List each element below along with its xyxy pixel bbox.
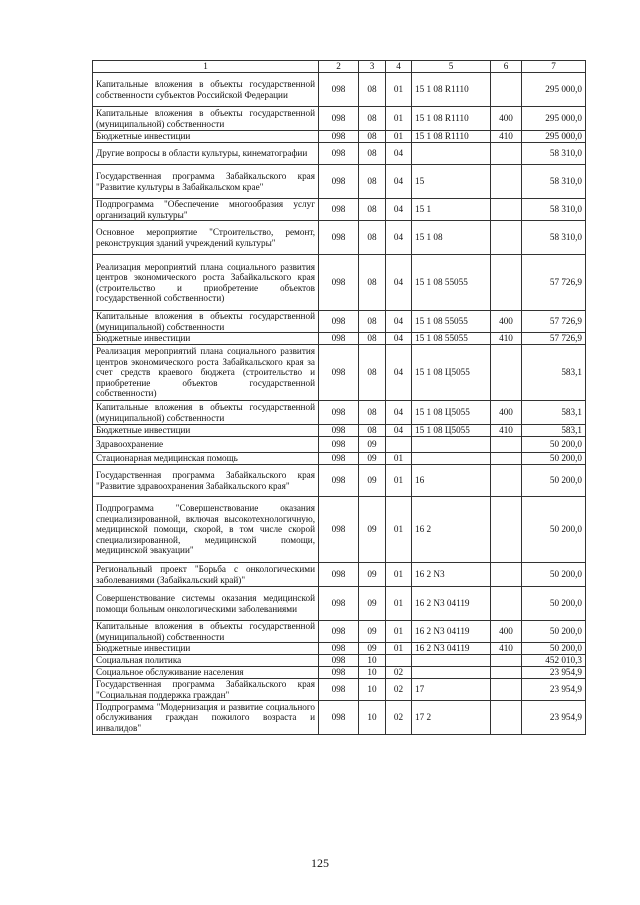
row-pr-cell: 01 (386, 465, 412, 497)
table-row (93, 199, 586, 221)
row-csr-cell (412, 453, 491, 465)
row-rz-cell: 08 (359, 311, 386, 333)
row-pr-cell: 02 (386, 667, 412, 679)
row-name-cell: Реализация мероприятий плана социального развития центров экономического роста Забайкальского края (строительство и приобретение объектов государственной собственности) (93, 255, 319, 311)
row-name-cell: Социальная политика (93, 655, 319, 667)
row-gr-cell: 098 (319, 437, 359, 453)
row-pr-cell: 01 (386, 497, 412, 563)
row-gr-cell: 098 (319, 621, 359, 643)
header-col-6: 6 (491, 61, 522, 73)
row-vr-cell: 410 (491, 131, 522, 143)
row-csr-cell: 15 (412, 165, 491, 199)
row-rz-cell: 08 (359, 73, 386, 107)
table-row (93, 701, 586, 735)
row-gr-cell: 098 (319, 199, 359, 221)
table-row (93, 563, 586, 587)
row-name-cell: Капитальные вложения в объекты государственной собственности субъектов Российской Федерации (93, 73, 319, 107)
row-vr-cell: 400 (491, 621, 522, 643)
row-vr-cell (491, 345, 522, 401)
row-rz-cell: 09 (359, 497, 386, 563)
table-row (93, 667, 586, 679)
row-name-cell: Капитальные вложения в объекты государственной (муниципальной) собственности (93, 107, 319, 131)
header-col-1: 1 (93, 61, 319, 73)
row-gr-cell: 098 (319, 667, 359, 679)
row-name-cell: Капитальные вложения в объекты государственной (муниципальной) собственности (93, 311, 319, 333)
row-name-cell: Подпрограмма "Модернизация и развитие социального обслуживания граждан пожилого возраста и инвалидов" (93, 701, 319, 735)
row-sum-cell: 295 000,0 (522, 73, 586, 107)
row-csr-cell: 16 2 N3 (412, 563, 491, 587)
row-pr-cell (386, 437, 412, 453)
row-rz-cell: 10 (359, 667, 386, 679)
row-csr-cell: 15 1 08 55055 (412, 255, 491, 311)
row-sum-cell: 50 200,0 (522, 497, 586, 563)
row-name-cell: Государственная программа Забайкальского края "Развитие культуры в Забайкальском крае" (93, 165, 319, 199)
row-name-cell: Стационарная медицинская помощь (93, 453, 319, 465)
row-name-cell: Региональный проект "Борьба с онкологическими заболеваниями (Забайкальский край)" (93, 563, 319, 587)
table-row (93, 345, 586, 401)
row-vr-cell (491, 497, 522, 563)
table-row (93, 333, 586, 345)
row-gr-cell: 098 (319, 73, 359, 107)
row-name-cell: Подпрограмма "Обеспечение многообразия услуг организаций культуры" (93, 199, 319, 221)
header-col-7: 7 (522, 61, 586, 73)
row-gr-cell: 098 (319, 453, 359, 465)
row-vr-cell: 410 (491, 425, 522, 437)
row-gr-cell: 098 (319, 401, 359, 425)
row-rz-cell: 10 (359, 655, 386, 667)
row-name-cell: Подпрограмма "Совершенствование оказания специализированной, включая высокотехнологичную, медицинской помощи, скорой, в том числе скорой специализированной, медицинской помощи, медицинской эвакуации" (93, 497, 319, 563)
row-gr-cell: 098 (319, 345, 359, 401)
row-sum-cell: 583,1 (522, 425, 586, 437)
row-csr-cell: 15 1 08 R1110 (412, 107, 491, 131)
row-sum-cell: 57 726,9 (522, 333, 586, 345)
row-name-cell: Другие вопросы в области культуры, кинематографии (93, 143, 319, 165)
row-rz-cell: 09 (359, 587, 386, 621)
row-pr-cell: 02 (386, 701, 412, 735)
row-csr-cell: 15 1 08 Ц5055 (412, 345, 491, 401)
row-vr-cell (491, 453, 522, 465)
header-row (93, 61, 586, 73)
row-pr-cell: 01 (386, 453, 412, 465)
row-rz-cell: 09 (359, 437, 386, 453)
row-csr-cell: 15 1 08 55055 (412, 333, 491, 345)
table-row (93, 221, 586, 255)
row-pr-cell: 04 (386, 255, 412, 311)
row-csr-cell: 15 1 08 R1110 (412, 131, 491, 143)
row-name-cell: Социальное обслуживание населения (93, 667, 319, 679)
row-name-cell: Бюджетные инвестиции (93, 643, 319, 655)
row-pr-cell: 01 (386, 621, 412, 643)
row-pr-cell: 04 (386, 165, 412, 199)
table-row (93, 465, 586, 497)
row-gr-cell: 098 (319, 465, 359, 497)
row-pr-cell: 04 (386, 221, 412, 255)
table-row (93, 73, 586, 107)
table-row (93, 165, 586, 199)
row-gr-cell: 098 (319, 333, 359, 345)
row-gr-cell: 098 (319, 143, 359, 165)
row-csr-cell: 17 (412, 679, 491, 701)
row-rz-cell: 09 (359, 621, 386, 643)
row-csr-cell (412, 655, 491, 667)
row-sum-cell: 58 310,0 (522, 199, 586, 221)
table-row (93, 679, 586, 701)
row-csr-cell: 15 1 08 R1110 (412, 73, 491, 107)
row-vr-cell (491, 563, 522, 587)
row-name-cell: Основное мероприятие "Строительство, ремонт, реконструкция зданий учреждений культуры" (93, 221, 319, 255)
row-csr-cell: 16 2 (412, 497, 491, 563)
row-vr-cell (491, 465, 522, 497)
row-csr-cell: 15 1 08 55055 (412, 311, 491, 333)
row-rz-cell: 08 (359, 333, 386, 345)
table-row (93, 453, 586, 465)
table-row (93, 437, 586, 453)
table-row (93, 255, 586, 311)
row-rz-cell: 08 (359, 345, 386, 401)
table-row (93, 143, 586, 165)
row-vr-cell (491, 679, 522, 701)
table-row (93, 311, 586, 333)
row-pr-cell: 04 (386, 311, 412, 333)
row-pr-cell: 01 (386, 563, 412, 587)
row-csr-cell: 15 1 (412, 199, 491, 221)
row-pr-cell: 04 (386, 345, 412, 401)
row-gr-cell: 098 (319, 655, 359, 667)
row-pr-cell: 02 (386, 679, 412, 701)
row-pr-cell: 01 (386, 107, 412, 131)
row-gr-cell: 098 (319, 311, 359, 333)
row-rz-cell: 09 (359, 563, 386, 587)
row-sum-cell: 50 200,0 (522, 563, 586, 587)
row-rz-cell: 08 (359, 107, 386, 131)
row-vr-cell (491, 73, 522, 107)
row-vr-cell (491, 667, 522, 679)
row-vr-cell: 410 (491, 333, 522, 345)
row-gr-cell: 098 (319, 165, 359, 199)
row-csr-cell: 15 1 08 Ц5055 (412, 425, 491, 437)
header-col-3: 3 (359, 61, 386, 73)
page-number: 125 (311, 856, 329, 870)
table-row (93, 587, 586, 621)
row-sum-cell: 50 200,0 (522, 643, 586, 655)
row-gr-cell: 098 (319, 255, 359, 311)
row-sum-cell: 295 000,0 (522, 107, 586, 131)
row-rz-cell: 09 (359, 643, 386, 655)
row-sum-cell: 583,1 (522, 345, 586, 401)
row-sum-cell: 50 200,0 (522, 465, 586, 497)
row-rz-cell: 09 (359, 465, 386, 497)
row-vr-cell (491, 655, 522, 667)
row-sum-cell: 58 310,0 (522, 143, 586, 165)
row-pr-cell (386, 655, 412, 667)
row-csr-cell: 15 1 08 Ц5055 (412, 401, 491, 425)
row-name-cell: Здравоохранение (93, 437, 319, 453)
row-vr-cell (491, 221, 522, 255)
row-pr-cell: 04 (386, 199, 412, 221)
header-col-4: 4 (386, 61, 412, 73)
row-vr-cell (491, 165, 522, 199)
row-sum-cell: 50 200,0 (522, 621, 586, 643)
row-vr-cell (491, 701, 522, 735)
row-rz-cell: 10 (359, 679, 386, 701)
row-rz-cell: 08 (359, 401, 386, 425)
row-csr-cell (412, 143, 491, 165)
row-rz-cell: 08 (359, 165, 386, 199)
row-gr-cell: 098 (319, 587, 359, 621)
row-csr-cell: 16 2 N3 04119 (412, 621, 491, 643)
row-vr-cell: 400 (491, 311, 522, 333)
row-name-cell: Бюджетные инвестиции (93, 131, 319, 143)
row-sum-cell: 58 310,0 (522, 221, 586, 255)
table-row (93, 621, 586, 643)
row-sum-cell: 452 010,3 (522, 655, 586, 667)
row-pr-cell: 04 (386, 143, 412, 165)
row-vr-cell (491, 199, 522, 221)
row-rz-cell: 08 (359, 425, 386, 437)
row-pr-cell: 01 (386, 643, 412, 655)
row-gr-cell: 098 (319, 131, 359, 143)
row-csr-cell (412, 667, 491, 679)
row-name-cell: Капитальные вложения в объекты государственной (муниципальной) собственности (93, 621, 319, 643)
row-sum-cell: 23 954,9 (522, 701, 586, 735)
row-vr-cell (491, 587, 522, 621)
row-gr-cell: 098 (319, 497, 359, 563)
table-row (93, 107, 586, 131)
row-name-cell: Совершенствование системы оказания медицинской помощи больным онкологическими заболеваниями (93, 587, 319, 621)
row-gr-cell: 098 (319, 679, 359, 701)
row-name-cell: Капитальные вложения в объекты государственной (муниципальной) собственности (93, 401, 319, 425)
row-gr-cell: 098 (319, 701, 359, 735)
row-sum-cell: 57 726,9 (522, 255, 586, 311)
row-rz-cell: 09 (359, 453, 386, 465)
row-rz-cell: 08 (359, 221, 386, 255)
row-pr-cell: 01 (386, 587, 412, 621)
table-row (93, 643, 586, 655)
table-row (93, 401, 586, 425)
row-sum-cell: 23 954,9 (522, 667, 586, 679)
table-row (93, 131, 586, 143)
row-name-cell: Бюджетные инвестиции (93, 333, 319, 345)
row-vr-cell (491, 437, 522, 453)
row-csr-cell: 16 (412, 465, 491, 497)
row-sum-cell: 23 954,9 (522, 679, 586, 701)
row-name-cell: Государственная программа Забайкальского края "Развитие здравоохранения Забайкальского края" (93, 465, 319, 497)
row-pr-cell: 01 (386, 131, 412, 143)
header-col-2: 2 (319, 61, 359, 73)
row-rz-cell: 08 (359, 199, 386, 221)
table-row (93, 497, 586, 563)
row-rz-cell: 08 (359, 255, 386, 311)
row-name-cell: Реализация мероприятий плана социального развития центров экономического роста Забайкальского края за счет средств краевого бюджета (строительство и приобретение объектов государственной собственности) (93, 345, 319, 401)
table-row (93, 655, 586, 667)
row-sum-cell: 583,1 (522, 401, 586, 425)
budget-table (92, 60, 586, 735)
row-rz-cell: 10 (359, 701, 386, 735)
row-sum-cell: 295 000,0 (522, 131, 586, 143)
row-rz-cell: 08 (359, 143, 386, 165)
row-sum-cell: 50 200,0 (522, 437, 586, 453)
row-vr-cell: 410 (491, 643, 522, 655)
row-name-cell: Государственная программа Забайкальского края "Социальная поддержка граждан" (93, 679, 319, 701)
row-pr-cell: 04 (386, 401, 412, 425)
header-col-5: 5 (412, 61, 491, 73)
row-gr-cell: 098 (319, 563, 359, 587)
row-vr-cell (491, 255, 522, 311)
row-vr-cell: 400 (491, 401, 522, 425)
row-csr-cell: 17 2 (412, 701, 491, 735)
row-sum-cell: 57 726,9 (522, 311, 586, 333)
row-name-cell: Бюджетные инвестиции (93, 425, 319, 437)
row-gr-cell: 098 (319, 643, 359, 655)
row-sum-cell: 50 200,0 (522, 453, 586, 465)
row-rz-cell: 08 (359, 131, 386, 143)
row-gr-cell: 098 (319, 221, 359, 255)
row-sum-cell: 50 200,0 (522, 587, 586, 621)
row-csr-cell: 16 2 N3 04119 (412, 643, 491, 655)
row-pr-cell: 01 (386, 73, 412, 107)
row-pr-cell: 04 (386, 425, 412, 437)
table-row (93, 425, 586, 437)
row-vr-cell (491, 143, 522, 165)
row-gr-cell: 098 (319, 425, 359, 437)
table-body (93, 73, 586, 735)
row-vr-cell: 400 (491, 107, 522, 131)
row-csr-cell (412, 437, 491, 453)
row-csr-cell: 16 2 N3 04119 (412, 587, 491, 621)
row-pr-cell: 04 (386, 333, 412, 345)
row-csr-cell: 15 1 08 (412, 221, 491, 255)
row-gr-cell: 098 (319, 107, 359, 131)
row-sum-cell: 58 310,0 (522, 165, 586, 199)
